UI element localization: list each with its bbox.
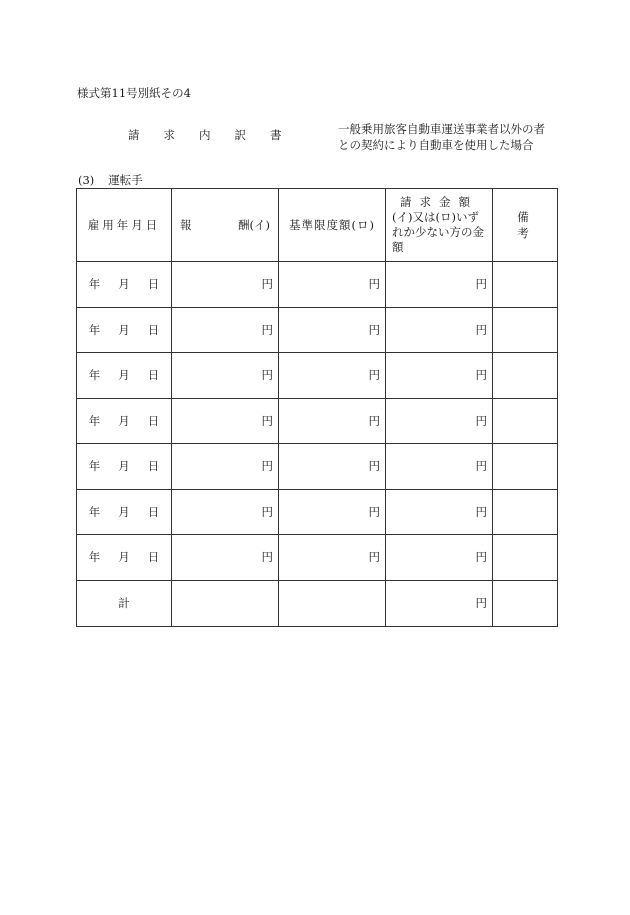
claim-amount-cell[interactable] [386, 307, 493, 353]
header-standard-limit: 基準限度額(ロ) [279, 189, 386, 262]
reward-cell[interactable] [172, 262, 279, 308]
notes-cell[interactable] [493, 444, 558, 490]
table-row [77, 262, 558, 308]
year-label: 年 [88, 277, 101, 292]
claim-amount-cell[interactable] [386, 535, 493, 581]
yen-unit: 円 [368, 413, 380, 428]
employment-date-cell[interactable] [77, 444, 172, 490]
yen-unit: 円 [368, 322, 380, 337]
yen-unit: 円 [368, 368, 380, 383]
employment-date-cell[interactable] [77, 535, 172, 581]
breakdown-table [76, 188, 558, 627]
yen-unit: 円 [261, 277, 273, 292]
header-notes: 備考 [493, 189, 558, 262]
yen-unit: 円 [261, 322, 273, 337]
header-reward-left: 報 [180, 218, 192, 232]
total-row [77, 580, 558, 626]
table-row [77, 444, 558, 490]
header-claim-note: (イ)又は(ロ)いずれか少ない方の金額 [392, 210, 484, 254]
notes-cell[interactable] [493, 535, 558, 581]
claim-amount-cell[interactable] [386, 353, 493, 399]
yen-unit: 円 [475, 459, 487, 474]
notes-cell[interactable] [493, 307, 558, 353]
yen-unit: 円 [368, 459, 380, 474]
yen-unit: 円 [475, 550, 487, 565]
year-label: 年 [88, 504, 101, 519]
total-limit-cell[interactable] [279, 580, 386, 626]
month-label: 月 [118, 277, 130, 292]
yen-unit: 円 [368, 277, 380, 292]
employment-date-cell[interactable] [77, 489, 172, 535]
day-label: 日 [147, 277, 160, 292]
table-row [77, 307, 558, 353]
reward-cell[interactable] [172, 444, 279, 490]
section-heading [78, 172, 143, 188]
employment-date-cell[interactable] [77, 262, 172, 308]
total-reward-cell[interactable] [172, 580, 279, 626]
yen-unit: 円 [475, 504, 487, 519]
standard-limit-cell[interactable] [279, 535, 386, 581]
year-label: 年 [88, 413, 101, 428]
employment-date-cell[interactable] [77, 307, 172, 353]
yen-unit: 円 [475, 368, 487, 383]
header-reward [172, 189, 279, 262]
header-reward-right: 酬(イ) [238, 218, 270, 232]
year-label: 年 [88, 459, 101, 474]
yen-unit: 円 [475, 413, 487, 428]
claim-amount-cell[interactable] [386, 489, 493, 535]
table-row [77, 398, 558, 444]
reward-cell[interactable] [172, 398, 279, 444]
month-label: 月 [118, 413, 130, 428]
table-row [77, 489, 558, 535]
table-body [77, 262, 558, 627]
standard-limit-cell[interactable] [279, 444, 386, 490]
yen-unit: 円 [368, 504, 380, 519]
yen-unit: 円 [475, 596, 487, 610]
document-subtitle [338, 121, 545, 153]
month-label: 月 [118, 550, 130, 565]
header-employment-date: 雇用年月日 [77, 189, 172, 262]
year-label: 年 [88, 322, 101, 337]
document-title: 請求内訳書 [128, 128, 306, 142]
standard-limit-cell[interactable] [279, 353, 386, 399]
day-label: 日 [147, 413, 160, 428]
total-notes-cell[interactable] [493, 580, 558, 626]
month-label: 月 [118, 368, 130, 383]
standard-limit-cell[interactable] [279, 262, 386, 308]
yen-unit: 円 [475, 322, 487, 337]
subtitle-line-1: 一般乗用旅客自動車運送事業者以外の者 [338, 122, 545, 136]
reward-cell[interactable] [172, 353, 279, 399]
notes-cell[interactable] [493, 262, 558, 308]
notes-cell[interactable] [493, 489, 558, 535]
notes-cell[interactable] [493, 353, 558, 399]
standard-limit-cell[interactable] [279, 307, 386, 353]
reward-cell[interactable] [172, 307, 279, 353]
reward-cell[interactable] [172, 535, 279, 581]
day-label: 日 [147, 550, 160, 565]
year-label: 年 [88, 368, 101, 383]
table-header-row [77, 189, 558, 262]
form-number: 様式第11号別紙その4 [77, 86, 191, 100]
section-label: 運転手 [108, 173, 143, 187]
claim-amount-cell[interactable] [386, 444, 493, 490]
month-label: 月 [118, 322, 130, 337]
total-label: 計 [77, 580, 172, 626]
section-number: (3) [78, 173, 95, 187]
yen-unit: 円 [261, 550, 273, 565]
header-claim-amount [386, 189, 493, 262]
yen-unit: 円 [261, 459, 273, 474]
reward-cell[interactable] [172, 489, 279, 535]
yen-unit: 円 [261, 368, 273, 383]
employment-date-cell[interactable] [77, 353, 172, 399]
day-label: 日 [147, 459, 160, 474]
day-label: 日 [147, 322, 160, 337]
header-claim-title: 請求金額 [400, 195, 478, 209]
month-label: 月 [118, 504, 130, 519]
yen-unit: 円 [261, 504, 273, 519]
table-row [77, 353, 558, 399]
notes-cell[interactable] [493, 398, 558, 444]
table-row [77, 535, 558, 581]
standard-limit-cell[interactable] [279, 398, 386, 444]
claim-amount-cell[interactable] [386, 398, 493, 444]
month-label: 月 [118, 459, 130, 474]
yen-unit: 円 [475, 277, 487, 292]
day-label: 日 [147, 368, 160, 383]
total-claim-amount-cell[interactable] [386, 580, 493, 626]
year-label: 年 [88, 550, 101, 565]
standard-limit-cell[interactable] [279, 489, 386, 535]
yen-unit: 円 [261, 413, 273, 428]
yen-unit: 円 [368, 550, 380, 565]
day-label: 日 [147, 504, 160, 519]
claim-amount-cell[interactable] [386, 262, 493, 308]
subtitle-line-2: との契約により自動車を使用した場合 [338, 138, 534, 152]
employment-date-cell[interactable] [77, 398, 172, 444]
